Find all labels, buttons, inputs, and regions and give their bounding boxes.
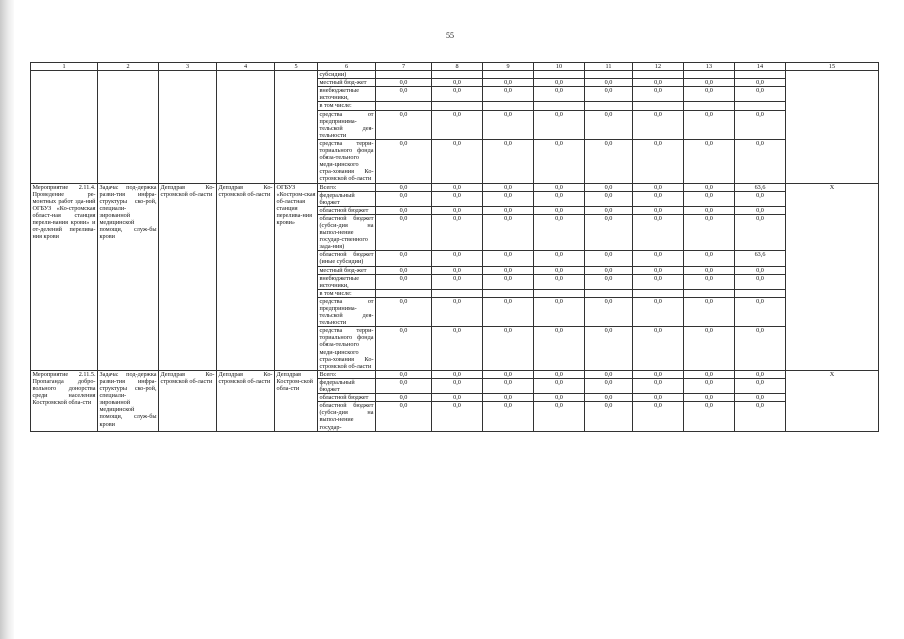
- value-cell: 0,0: [633, 87, 684, 102]
- funding-source: областной бюджет (субси-дия на выпол-нение государ-: [319, 402, 374, 431]
- column-header: 10: [534, 63, 585, 71]
- value-cell: 0,0: [684, 87, 735, 102]
- value-cell: 0,0: [432, 370, 483, 378]
- value-cell: 0,0: [735, 297, 786, 326]
- value-cell: 0,0: [633, 139, 684, 183]
- value-cell: 0,0: [376, 87, 432, 102]
- value-cell: 0,0: [735, 206, 786, 214]
- empty-cell: [159, 71, 217, 183]
- value-cell: 0,0: [534, 251, 585, 266]
- value-cell: 0,0: [534, 297, 585, 326]
- column-header: 12: [633, 63, 684, 71]
- column-header: 11: [585, 63, 633, 71]
- value-cell: 0,0: [432, 183, 483, 191]
- responsible-executor: Депздрав Ко-стромской об-ласти: [159, 370, 217, 431]
- value-cell: [633, 71, 684, 79]
- value-cell: 0,0: [534, 394, 585, 402]
- value-cell: 0,0: [376, 394, 432, 402]
- value-cell: 0,0: [483, 139, 534, 183]
- value-cell: [735, 102, 786, 110]
- value-cell: [432, 289, 483, 297]
- value-cell: 0,0: [684, 297, 735, 326]
- value-cell: 0,0: [633, 183, 684, 191]
- value-cell: 0,0: [432, 79, 483, 87]
- empty-cell: [217, 71, 275, 183]
- value-cell: 0,0: [585, 378, 633, 393]
- value-cell: [684, 102, 735, 110]
- column-header: 6: [318, 63, 376, 71]
- value-cell: 0,0: [735, 394, 786, 402]
- value-cell: 0,0: [684, 206, 735, 214]
- value-cell: 0,0: [534, 206, 585, 214]
- funding-source: внебюджетные источники,: [318, 87, 376, 102]
- value-cell: 0,0: [534, 139, 585, 183]
- value-cell: 0,0: [483, 402, 534, 431]
- value-cell: 0,0: [483, 370, 534, 378]
- participant: Депздрав Костром-ской обла-сти: [275, 370, 318, 431]
- funding-source: местный бюд-жет: [318, 79, 376, 87]
- funding-source: областной бюджет (иные субсидии): [319, 251, 374, 266]
- value-cell: [585, 71, 633, 79]
- value-cell: [432, 102, 483, 110]
- value-cell: 0,0: [633, 402, 684, 431]
- funding-source: средства терри-ториального фонда обяза-тельного меди-цинского стра-хования Ко-стромской об-ласти: [319, 327, 374, 370]
- column-header: 1: [31, 63, 98, 71]
- value-cell: 0,0: [432, 139, 483, 183]
- value-cell: 0,0: [735, 139, 786, 183]
- value-cell: 0,0: [432, 191, 483, 206]
- funding-source: Всего:: [318, 370, 376, 378]
- participant: ОГБУЗ «Костром-ская об-ластная станция перелива-ния крови»: [275, 183, 318, 370]
- value-cell: 0,0: [376, 139, 432, 183]
- value-cell: [483, 102, 534, 110]
- value-cell: 0,0: [432, 206, 483, 214]
- value-cell: 0,0: [432, 378, 483, 393]
- value-cell: 0,0: [432, 251, 483, 266]
- funding-source: субсидии): [318, 71, 376, 79]
- page-number: 55: [446, 31, 454, 40]
- column-header: 9: [483, 63, 534, 71]
- value-cell: 0,0: [585, 110, 633, 139]
- value-cell: 0,0: [534, 266, 585, 274]
- value-cell: 0,0: [432, 394, 483, 402]
- value-cell: 0,0: [684, 110, 735, 139]
- value-cell: 0,0: [735, 402, 786, 431]
- funding-source: Всего:: [318, 183, 376, 191]
- measure-task: Задача: под-держка разви-тия инфра-структуры ско-рой, специали-зированной медицинской помощи, служ-бы крови: [98, 370, 159, 431]
- value-cell: 0,0: [684, 251, 735, 266]
- value-cell: 0,0: [585, 394, 633, 402]
- column-header: 14: [735, 63, 786, 71]
- value-cell: 0,0: [432, 297, 483, 326]
- value-cell: [684, 289, 735, 297]
- column-header: 3: [159, 63, 217, 71]
- value-cell: 0,0: [633, 327, 684, 371]
- value-cell: 0,0: [432, 274, 483, 289]
- empty-cell: [786, 71, 879, 183]
- value-cell: 0,0: [376, 251, 432, 266]
- value-cell: 0,0: [483, 327, 534, 371]
- value-cell: 0,0: [684, 214, 735, 250]
- value-cell: [534, 289, 585, 297]
- value-cell: 0,0: [585, 206, 633, 214]
- value-cell: 0,0: [585, 297, 633, 326]
- value-cell: 0,0: [633, 110, 684, 139]
- value-cell: 0,0: [585, 183, 633, 191]
- value-cell: 0,0: [633, 378, 684, 393]
- funding-source: областной бюджет: [318, 206, 376, 214]
- value-cell: 0,0: [483, 251, 534, 266]
- budget-table: [30, 62, 879, 432]
- value-cell: [534, 102, 585, 110]
- value-cell: 0,0: [684, 139, 735, 183]
- column-header: 8: [432, 63, 483, 71]
- value-cell: 0,0: [633, 266, 684, 274]
- measure-task: Задача: под-держка разви-тия инфра-структуры ско-рой, специали-зированной медицинской помощи, служ-бы крови: [98, 183, 159, 370]
- value-cell: 0,0: [735, 370, 786, 378]
- scan-edge: [0, 0, 14, 639]
- value-cell: [534, 71, 585, 79]
- value-cell: 0,0: [483, 266, 534, 274]
- value-cell: 0,0: [585, 251, 633, 266]
- value-cell: 0,0: [534, 87, 585, 102]
- funding-source: средства от предпринима-тельской дея-тельности: [319, 297, 374, 327]
- value-cell: 0,0: [684, 327, 735, 371]
- value-cell: 0,0: [376, 183, 432, 191]
- value-cell: [432, 71, 483, 79]
- value-cell: [684, 71, 735, 79]
- value-cell: 0,0: [534, 79, 585, 87]
- funding-source: средства от предпринима-тельской дея-тельности: [319, 110, 374, 139]
- value-cell: 0,0: [483, 206, 534, 214]
- value-cell: 0,0: [633, 214, 684, 250]
- value-cell: 0,0: [376, 214, 432, 250]
- value-cell: 0,0: [483, 378, 534, 393]
- value-cell: 0,0: [633, 191, 684, 206]
- value-cell: 0,0: [376, 79, 432, 87]
- value-cell: 0,0: [735, 87, 786, 102]
- value-cell: 0,0: [376, 266, 432, 274]
- table-row: [31, 370, 879, 378]
- value-cell: 0,0: [735, 110, 786, 139]
- value-cell: [735, 289, 786, 297]
- value-cell: 0,0: [684, 402, 735, 431]
- value-cell: 0,0: [483, 394, 534, 402]
- value-cell: 0,0: [483, 79, 534, 87]
- value-cell: 0,0: [483, 214, 534, 250]
- column-15-mark: X: [786, 370, 879, 431]
- value-cell: [376, 102, 432, 110]
- value-cell: 0,0: [534, 274, 585, 289]
- value-cell: 0,0: [483, 191, 534, 206]
- value-cell: 0,0: [633, 79, 684, 87]
- funding-source: местный бюд-жет: [318, 266, 376, 274]
- value-cell: 0,0: [735, 266, 786, 274]
- value-cell: 0,0: [483, 274, 534, 289]
- funding-source: в том числе:: [318, 289, 376, 297]
- value-cell: [376, 71, 432, 79]
- value-cell: 0,0: [633, 251, 684, 266]
- value-cell: 0,0: [735, 274, 786, 289]
- value-cell: 0,0: [684, 394, 735, 402]
- value-cell: 63,6: [735, 251, 786, 266]
- value-cell: 0,0: [633, 274, 684, 289]
- value-cell: 0,0: [585, 191, 633, 206]
- header-row: [31, 63, 879, 71]
- co-executor: Депздрав Ко-стромской об-ласти: [217, 183, 275, 370]
- value-cell: 0,0: [585, 266, 633, 274]
- value-cell: 0,0: [684, 191, 735, 206]
- value-cell: 0,0: [432, 327, 483, 371]
- value-cell: 0,0: [534, 378, 585, 393]
- table-row: [31, 71, 879, 79]
- value-cell: 0,0: [432, 214, 483, 250]
- value-cell: [376, 289, 432, 297]
- responsible-executor: Депздрав Ко-стромской об-ласти: [159, 183, 217, 370]
- value-cell: 0,0: [534, 327, 585, 371]
- value-cell: 0,0: [735, 378, 786, 393]
- table-row: [31, 183, 879, 191]
- value-cell: [483, 71, 534, 79]
- value-cell: 0,0: [376, 274, 432, 289]
- column-header: 7: [376, 63, 432, 71]
- value-cell: 0,0: [633, 206, 684, 214]
- value-cell: 0,0: [684, 370, 735, 378]
- value-cell: 0,0: [585, 214, 633, 250]
- value-cell: 0,0: [432, 110, 483, 139]
- funding-source: федеральный бюджет: [318, 191, 376, 206]
- value-cell: 0,0: [735, 191, 786, 206]
- column-15-mark: X: [786, 183, 879, 370]
- value-cell: 0,0: [432, 402, 483, 431]
- value-cell: 0,0: [585, 370, 633, 378]
- column-header: 13: [684, 63, 735, 71]
- value-cell: 0,0: [376, 327, 432, 371]
- empty-cell: [275, 71, 318, 183]
- value-cell: 63,6: [735, 183, 786, 191]
- value-cell: 0,0: [585, 402, 633, 431]
- value-cell: [633, 289, 684, 297]
- value-cell: 0,0: [684, 378, 735, 393]
- value-cell: 0,0: [633, 394, 684, 402]
- value-cell: 0,0: [585, 274, 633, 289]
- value-cell: 0,0: [432, 266, 483, 274]
- value-cell: 0,0: [633, 297, 684, 326]
- funding-source: средства терри-ториального фонда обяза-тельного меди-цинского стра-хования Ко-стромской об-ласти: [319, 139, 374, 183]
- value-cell: 0,0: [585, 139, 633, 183]
- value-cell: 0,0: [534, 191, 585, 206]
- value-cell: 0,0: [376, 297, 432, 326]
- value-cell: 0,0: [376, 402, 432, 431]
- value-cell: 0,0: [735, 79, 786, 87]
- value-cell: 0,0: [684, 266, 735, 274]
- funding-source: областной бюджет (субси-дия на выпол-нение государ-ственного зада-ния): [319, 214, 374, 251]
- value-cell: 0,0: [684, 274, 735, 289]
- column-header: 15: [786, 63, 879, 71]
- value-cell: 0,0: [585, 327, 633, 371]
- funding-source: областной бюджет: [318, 394, 376, 402]
- value-cell: 0,0: [735, 214, 786, 250]
- value-cell: 0,0: [585, 87, 633, 102]
- value-cell: 0,0: [633, 370, 684, 378]
- value-cell: 0,0: [376, 206, 432, 214]
- empty-cell: [31, 71, 98, 183]
- column-header: 2: [98, 63, 159, 71]
- value-cell: 0,0: [534, 370, 585, 378]
- value-cell: 0,0: [483, 110, 534, 139]
- value-cell: 0,0: [534, 110, 585, 139]
- column-header: 5: [275, 63, 318, 71]
- value-cell: 0,0: [735, 327, 786, 371]
- funding-source: в том числе:: [318, 102, 376, 110]
- value-cell: [483, 289, 534, 297]
- value-cell: 0,0: [534, 183, 585, 191]
- value-cell: 0,0: [483, 297, 534, 326]
- value-cell: [633, 102, 684, 110]
- value-cell: 0,0: [585, 79, 633, 87]
- value-cell: 0,0: [684, 183, 735, 191]
- value-cell: [735, 71, 786, 79]
- column-header: 4: [217, 63, 275, 71]
- value-cell: 0,0: [483, 183, 534, 191]
- value-cell: [585, 289, 633, 297]
- value-cell: 0,0: [483, 87, 534, 102]
- value-cell: 0,0: [376, 110, 432, 139]
- measure-name: Мероприятие 2.11.5. Пропаганда добро-вольного донорства среди населения Костромской обла-сти: [31, 370, 98, 431]
- value-cell: 0,0: [684, 79, 735, 87]
- co-executor: Депздрав Ко-стромской об-ласти: [217, 370, 275, 431]
- measure-name: Мероприятие 2.11.4. Проведение ре-монтных работ зда-ний ОГБУЗ «Ко-стромская област-ная станция перели-вания крови» и от-делений перелива-ния крови: [31, 183, 98, 370]
- value-cell: 0,0: [376, 378, 432, 393]
- empty-cell: [98, 71, 159, 183]
- value-cell: [585, 102, 633, 110]
- value-cell: 0,0: [376, 370, 432, 378]
- value-cell: 0,0: [534, 402, 585, 431]
- funding-source: внебюджетные источники,: [318, 274, 376, 289]
- funding-source: федеральный бюджет: [318, 378, 376, 393]
- value-cell: 0,0: [432, 87, 483, 102]
- value-cell: 0,0: [376, 191, 432, 206]
- value-cell: 0,0: [534, 214, 585, 250]
